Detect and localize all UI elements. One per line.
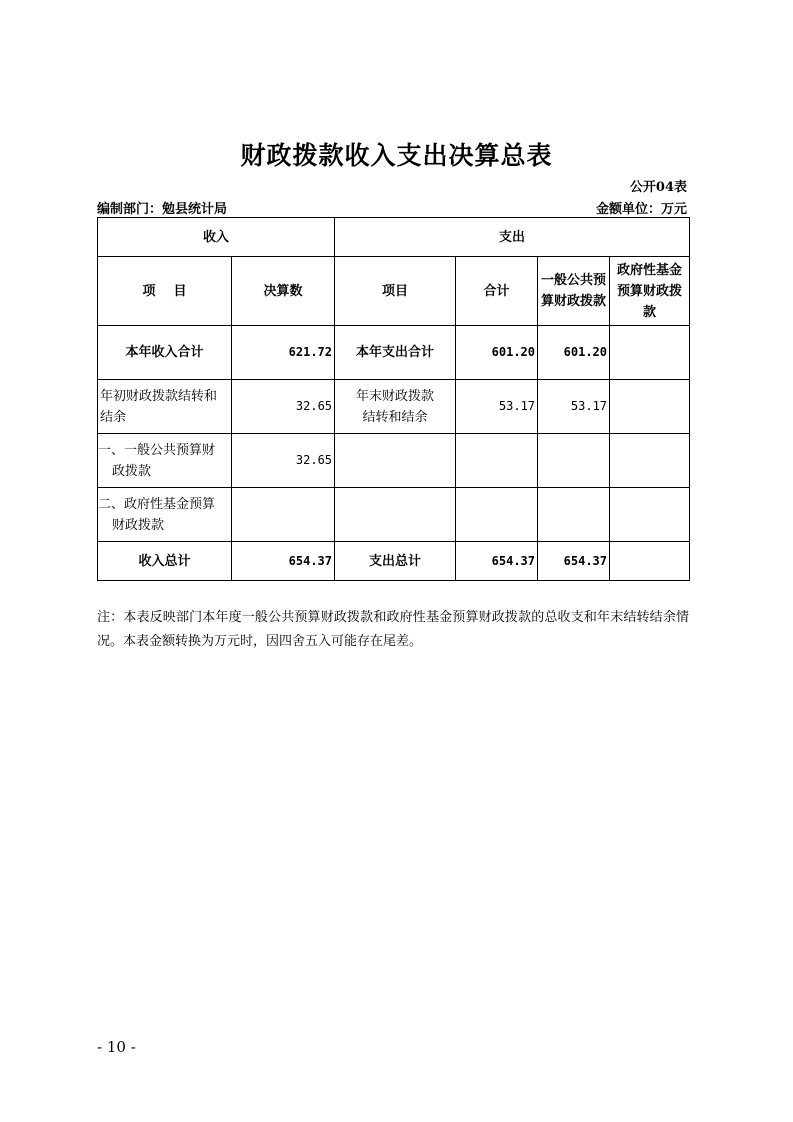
unit-label: 金额单位：万元 [595,202,687,217]
row-expense-label: 支出总计 [335,542,456,581]
row-income-value: 621.72 [232,326,335,380]
income-header: 收入 [98,218,335,257]
row-income-label: 年初财政拨款结转和结余 [98,380,232,434]
form-number: 公开04表 [629,180,687,195]
row-expense-general [538,434,610,488]
col-total-header: 合计 [456,257,538,326]
row-expense-label [335,434,456,488]
row-income-label: 一、一般公共预算财政拨款 [98,434,232,488]
table-row [98,434,690,488]
row-income-label: 收入总计 [98,542,232,581]
col-general-header: 一般公共预算财政拨款 [538,257,610,326]
department-label: 编制部门：勉县统计局 [97,202,228,217]
table-row [98,326,690,380]
row-expense-total [456,488,538,542]
row-expense-gov [610,380,690,434]
row-expense-general: 53.17 [538,380,610,434]
budget-table [97,217,690,581]
row-expense-total: 601.20 [456,326,538,380]
page-title: 财政拨款收入支出决算总表 [240,141,553,170]
table-row [98,542,690,581]
row-expense-gov [610,542,690,581]
col-gov-fund-header: 政府性基金预算财政拨款 [610,257,690,326]
col-item-header: 项 目 [98,257,232,326]
row-income-label: 二、政府性基金预算财政拨款 [98,488,232,542]
row-income-value: 654.37 [232,542,335,581]
row-expense-label [335,488,456,542]
row-expense-total [456,434,538,488]
row-expense-total: 654.37 [456,542,538,581]
row-expense-gov [610,326,690,380]
row-expense-general: 654.37 [538,542,610,581]
row-income-value: 32.65 [232,434,335,488]
footnote: 注：本表反映部门本年度一般公共预算财政拨款和政府性基金预算财政拨款的总收支和年末结转结余情况。本表金额转换为万元时，因四舍五入可能存在尾差。 [97,610,689,649]
row-expense-general: 601.20 [538,326,610,380]
table-row [98,380,690,434]
column-header-row [98,257,690,326]
row-income-label: 本年收入合计 [98,326,232,380]
page-number: - 10 - [97,1038,136,1056]
row-expense-general [538,488,610,542]
row-expense-label: 年末财政拨款结转和结余 [335,380,456,434]
row-expense-label: 本年支出合计 [335,326,456,380]
row-expense-gov [610,434,690,488]
col-exp-item-header: 项目 [335,257,456,326]
row-expense-total: 53.17 [456,380,538,434]
col-amount-header: 决算数 [232,257,335,326]
row-income-value: 32.65 [232,380,335,434]
table-row [98,488,690,542]
expense-header: 支出 [335,218,690,257]
row-expense-gov [610,488,690,542]
row-income-value [232,488,335,542]
section-header-row [98,218,690,257]
